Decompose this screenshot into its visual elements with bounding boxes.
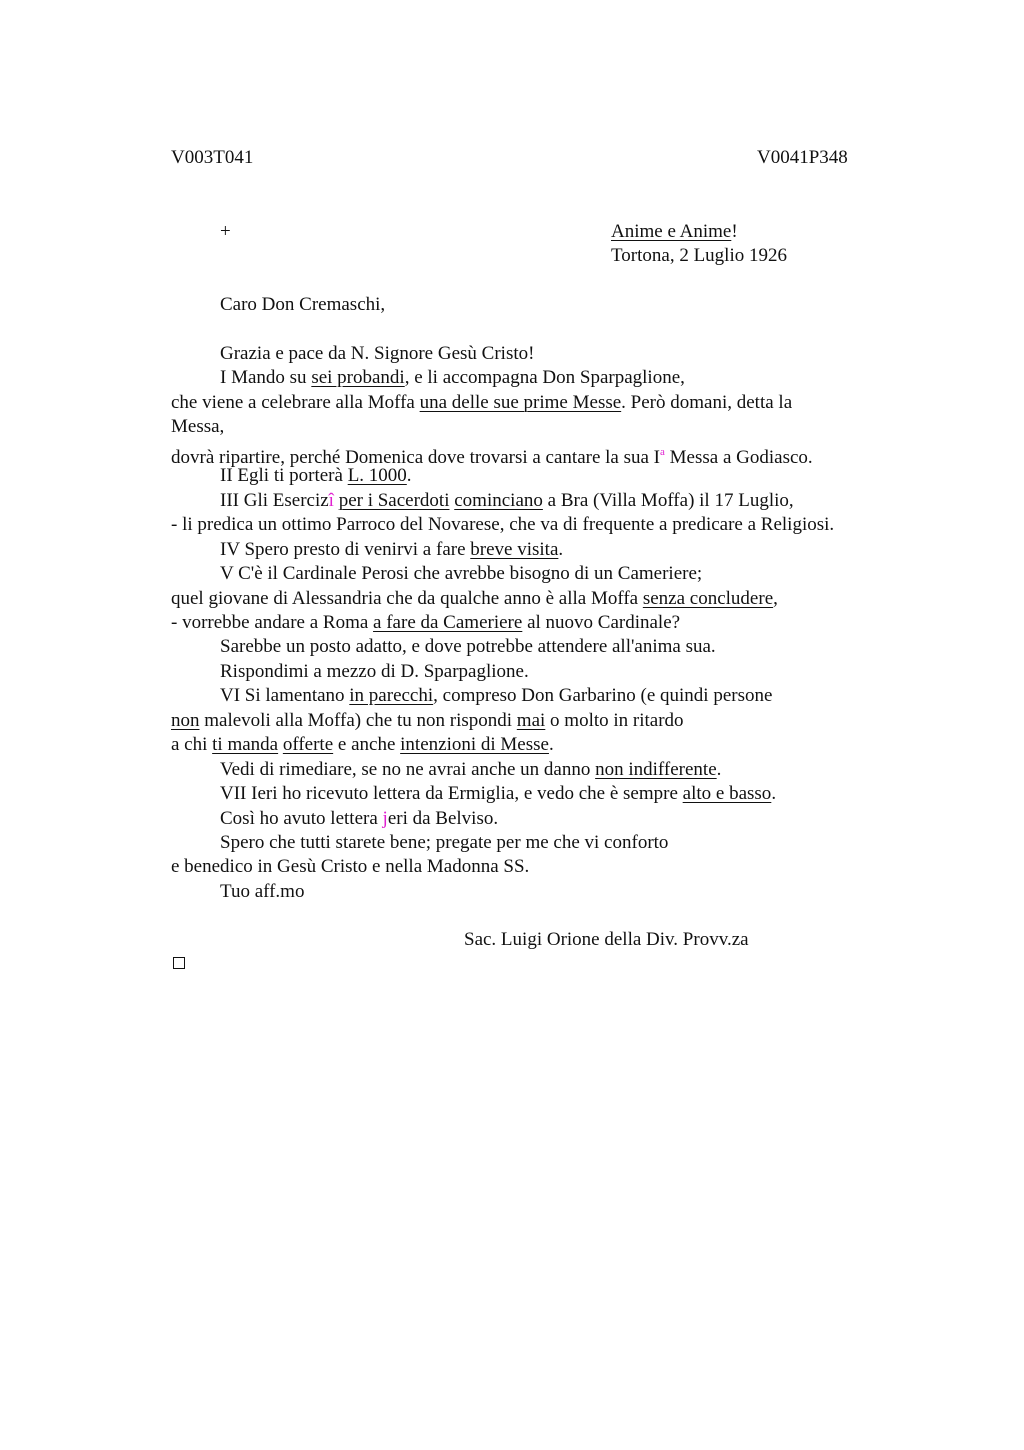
underlined-text: intenzioni di Messe bbox=[400, 734, 549, 756]
signature: Sac. Luigi Orione della Div. Provv.za bbox=[464, 929, 749, 950]
body-line bbox=[171, 513, 834, 537]
body-text: a Bra (Villa Moffa) il 17 Luglio, bbox=[542, 489, 794, 511]
body-text: III Gli Eserciz bbox=[220, 489, 329, 511]
body-text: . bbox=[558, 538, 564, 560]
body-line bbox=[220, 880, 304, 904]
body-line bbox=[171, 733, 554, 757]
annotation-mark: j bbox=[382, 807, 388, 829]
body-text: Così ho avuto lettera bbox=[220, 807, 383, 829]
body-text: malevoli alla Moffa) che tu non rispondi bbox=[199, 709, 517, 731]
body-text: , bbox=[773, 587, 778, 609]
body-line bbox=[220, 538, 563, 562]
underlined-text: sei probandi bbox=[311, 367, 405, 389]
body-line bbox=[171, 587, 778, 611]
body-text: . bbox=[548, 734, 554, 756]
body-line bbox=[220, 366, 685, 390]
body-text: Grazia e pace da N. Signore Gesù Cristo! bbox=[220, 343, 535, 364]
underlined-text: offerte bbox=[282, 734, 334, 756]
body-text: . bbox=[771, 783, 777, 805]
body-text: VII Ieri ho ricevuto lettera da Ermiglia, e vedo che è sempre bbox=[220, 783, 683, 805]
body-text: quel giovane di Alessandria che da qualche anno è alla Moffa bbox=[171, 587, 643, 609]
annotation-mark: î bbox=[328, 489, 334, 511]
body-text: al nuovo Cardinale? bbox=[522, 611, 681, 633]
body-text: Messa, bbox=[171, 416, 225, 438]
body-line bbox=[220, 562, 702, 586]
motto bbox=[611, 220, 738, 244]
body-text: che viene a celebrare alla Moffa bbox=[171, 391, 420, 413]
body-text: e anche bbox=[333, 734, 401, 756]
body-line bbox=[220, 660, 529, 684]
body-text: Messa a Godiasco. bbox=[664, 446, 813, 468]
body-line bbox=[171, 415, 224, 439]
body-line bbox=[220, 489, 794, 513]
motto-tail: ! bbox=[731, 221, 738, 242]
cross-mark: + bbox=[220, 221, 231, 242]
body-line bbox=[220, 464, 412, 488]
body-line bbox=[171, 391, 792, 415]
underlined-text: non bbox=[171, 709, 200, 731]
body-text: Sarebbe un posto adatto, e dove potrebbe attendere all'anima sua. bbox=[220, 636, 716, 658]
header-right-code: V0041P348 bbox=[757, 147, 848, 168]
header-left-code: V003T041 bbox=[171, 147, 254, 168]
body-line bbox=[171, 709, 684, 733]
body-text: - vorrebbe andare a Roma bbox=[171, 611, 374, 633]
body-text: o molto in ritardo bbox=[545, 709, 684, 731]
body-text: VI Si lamentano bbox=[220, 685, 350, 707]
underlined-text: una delle sue prime Messe bbox=[419, 391, 622, 413]
underlined-text: senza concludere bbox=[642, 587, 774, 609]
annotation-mark: a bbox=[660, 445, 665, 458]
greeting: Caro Don Cremaschi, bbox=[220, 294, 386, 315]
body-text: II Egli ti porterà bbox=[220, 465, 348, 487]
underlined-text: L. 1000 bbox=[347, 465, 407, 487]
body-text: , e li accompagna Don Sparpaglione, bbox=[404, 367, 685, 389]
body-text: - li predica un ottimo Parroco del Novarese, che va di frequente a predicare a Religiosi. bbox=[171, 514, 835, 536]
body-text: Tuo aff.mo bbox=[220, 880, 305, 902]
body-line bbox=[220, 807, 498, 831]
body-text: Vedi di rimediare, se no ne avrai anche un danno bbox=[220, 758, 596, 780]
body-text: e benedico in Gesù Cristo e nella Madonna SS. bbox=[171, 856, 530, 878]
body-line bbox=[171, 855, 529, 879]
body-text: . Però domani, detta la bbox=[621, 391, 793, 413]
underlined-text: a fare da Cameriere bbox=[373, 611, 523, 633]
underlined-text: in parecchi bbox=[349, 685, 434, 707]
underlined-text: ti manda bbox=[212, 734, 279, 756]
body-text: , compreso Don Garbarino (e quindi persone bbox=[433, 685, 773, 707]
body-text: dovrà ripartire, perché Domenica dove trovarsi a cantare la sua I bbox=[171, 446, 661, 468]
body-text: Rispondimi a mezzo di D. Sparpaglione. bbox=[220, 660, 529, 682]
body-text: I Mando su bbox=[220, 367, 312, 389]
body-line bbox=[220, 758, 721, 782]
body-text: Spero che tutti starete bene; pregate per me che vi conforto bbox=[220, 832, 669, 853]
underlined-text: per i Sacerdoti bbox=[338, 489, 450, 511]
body-line bbox=[220, 831, 668, 855]
place-date: Tortona, 2 Luglio 1926 bbox=[611, 245, 787, 266]
body-line bbox=[220, 684, 772, 708]
body-text: V C'è il Cardinale Perosi che avrebbe bisogno di un Cameriere; bbox=[220, 563, 703, 585]
underlined-text: cominciano bbox=[454, 489, 543, 511]
body-line bbox=[220, 635, 716, 659]
empty-square-icon bbox=[173, 957, 185, 969]
motto-underlined: Anime e Anime bbox=[611, 221, 732, 242]
body-line bbox=[220, 342, 534, 366]
body-text: IV Spero presto di venirvi a fare bbox=[220, 538, 471, 560]
underlined-text: non indifferente bbox=[595, 758, 717, 780]
body-text: . bbox=[406, 465, 412, 487]
body-line bbox=[171, 611, 680, 635]
body-line bbox=[220, 782, 776, 806]
underlined-text: mai bbox=[516, 709, 546, 731]
body-text: a chi bbox=[171, 734, 213, 756]
body-text: eri da Belviso. bbox=[387, 807, 499, 829]
body-text: . bbox=[716, 758, 722, 780]
underlined-text: alto e basso bbox=[682, 783, 772, 805]
underlined-text: breve visita bbox=[470, 538, 559, 560]
